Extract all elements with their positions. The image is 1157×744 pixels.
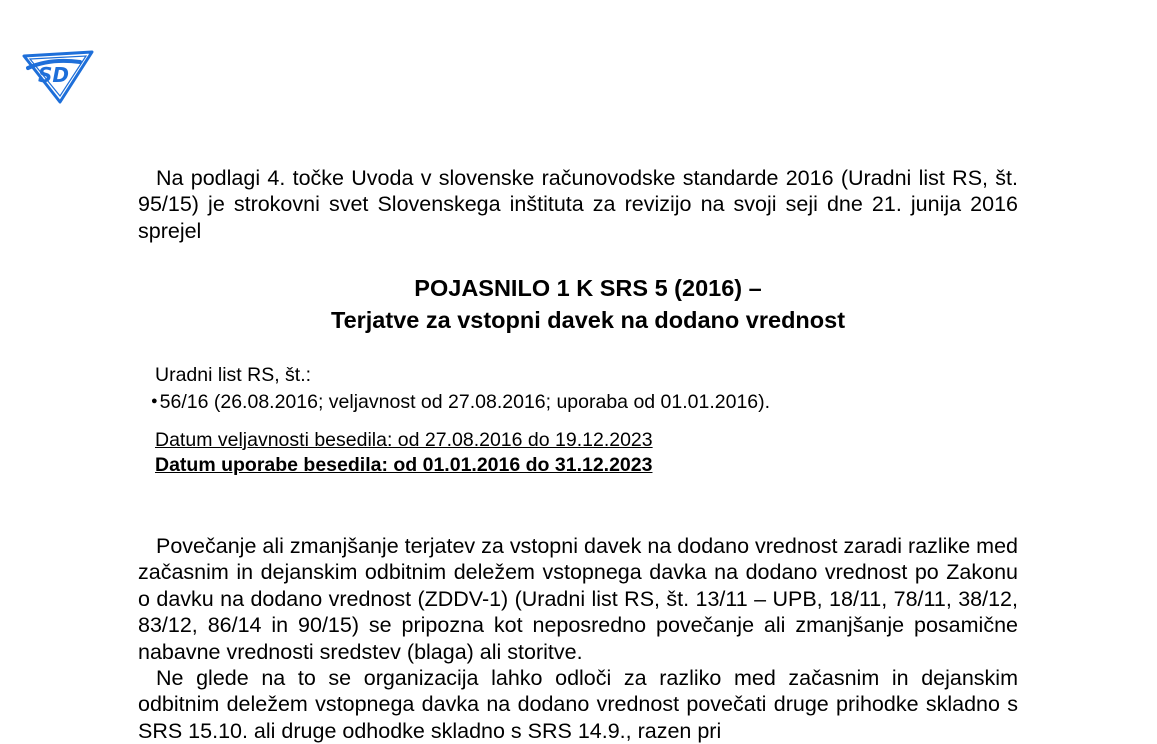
title-line-1: POJASNILO 1 K SRS 5 (2016) –: [414, 275, 762, 301]
intro-paragraph: Na podlagi 4. točke Uvoda v slovenske računovodske standarde 2016 (Uradni list RS, št. 95/15) je strokovni svet Slovenskega inštituta za revizijo na svoji seji dne 21. junija 2016 sprejel: [138, 166, 1018, 243]
title-line-2: Terjatve za vstopni davek na dodano vrednost: [330, 307, 846, 333]
gazette-reference: [151, 362, 771, 419]
validity-dates: [155, 428, 653, 478]
body-paragraph-2: Ne glede na to se organizacija lahko odloči za razliko med začasnim in dejanskim odbitnim deležem vstopnega davka na dodano vrednost povečati druge prihodke skladno s SRS 15.10. ali druge odhodke skladno s SRS 14.9., razen pri: [138, 666, 1018, 743]
institute-logo: [20, 48, 96, 104]
body-paragraph-1: Povečanje ali zmanjšanje terjatev za vstopni davek na dodano vrednost zaradi razlike med začasnim in dejanskim odbitnim deležem vstopnega davka na dodano vrednost po Zakonu o davku na dodano vrednost (ZDDV-1) (Uradni list RS, št. 13/11 – UPB, 18/11, 78/11, 38/12, 83/12, 86/14 in 90/15) se pripozna kot neposredno povečanje ali zmanjšanje posamične nabavne vrednosti sredstev (blaga) ali storitve.: [138, 534, 1018, 664]
validity-date: Datum veljavnosti besedila: od 27.08.2016 do 19.12.2023: [155, 429, 653, 451]
body-text: [138, 533, 1018, 744]
gazette-entry-text: 56/16 (26.08.2016; veljavnost od 27.08.2016; uporaba od 01.01.2016).: [159, 391, 771, 413]
gazette-label: Uradni list RS, št.:: [155, 364, 312, 386]
gazette-entry: [151, 389, 770, 419]
logo-lettering: SD: [38, 63, 70, 87]
document-title: [138, 272, 1038, 336]
bullet-icon: ●: [151, 395, 158, 407]
intro-paragraph-block: [138, 165, 1018, 244]
usage-date: Datum uporabe besedila: od 01.01.2016 do 31.12.2023: [155, 454, 653, 476]
